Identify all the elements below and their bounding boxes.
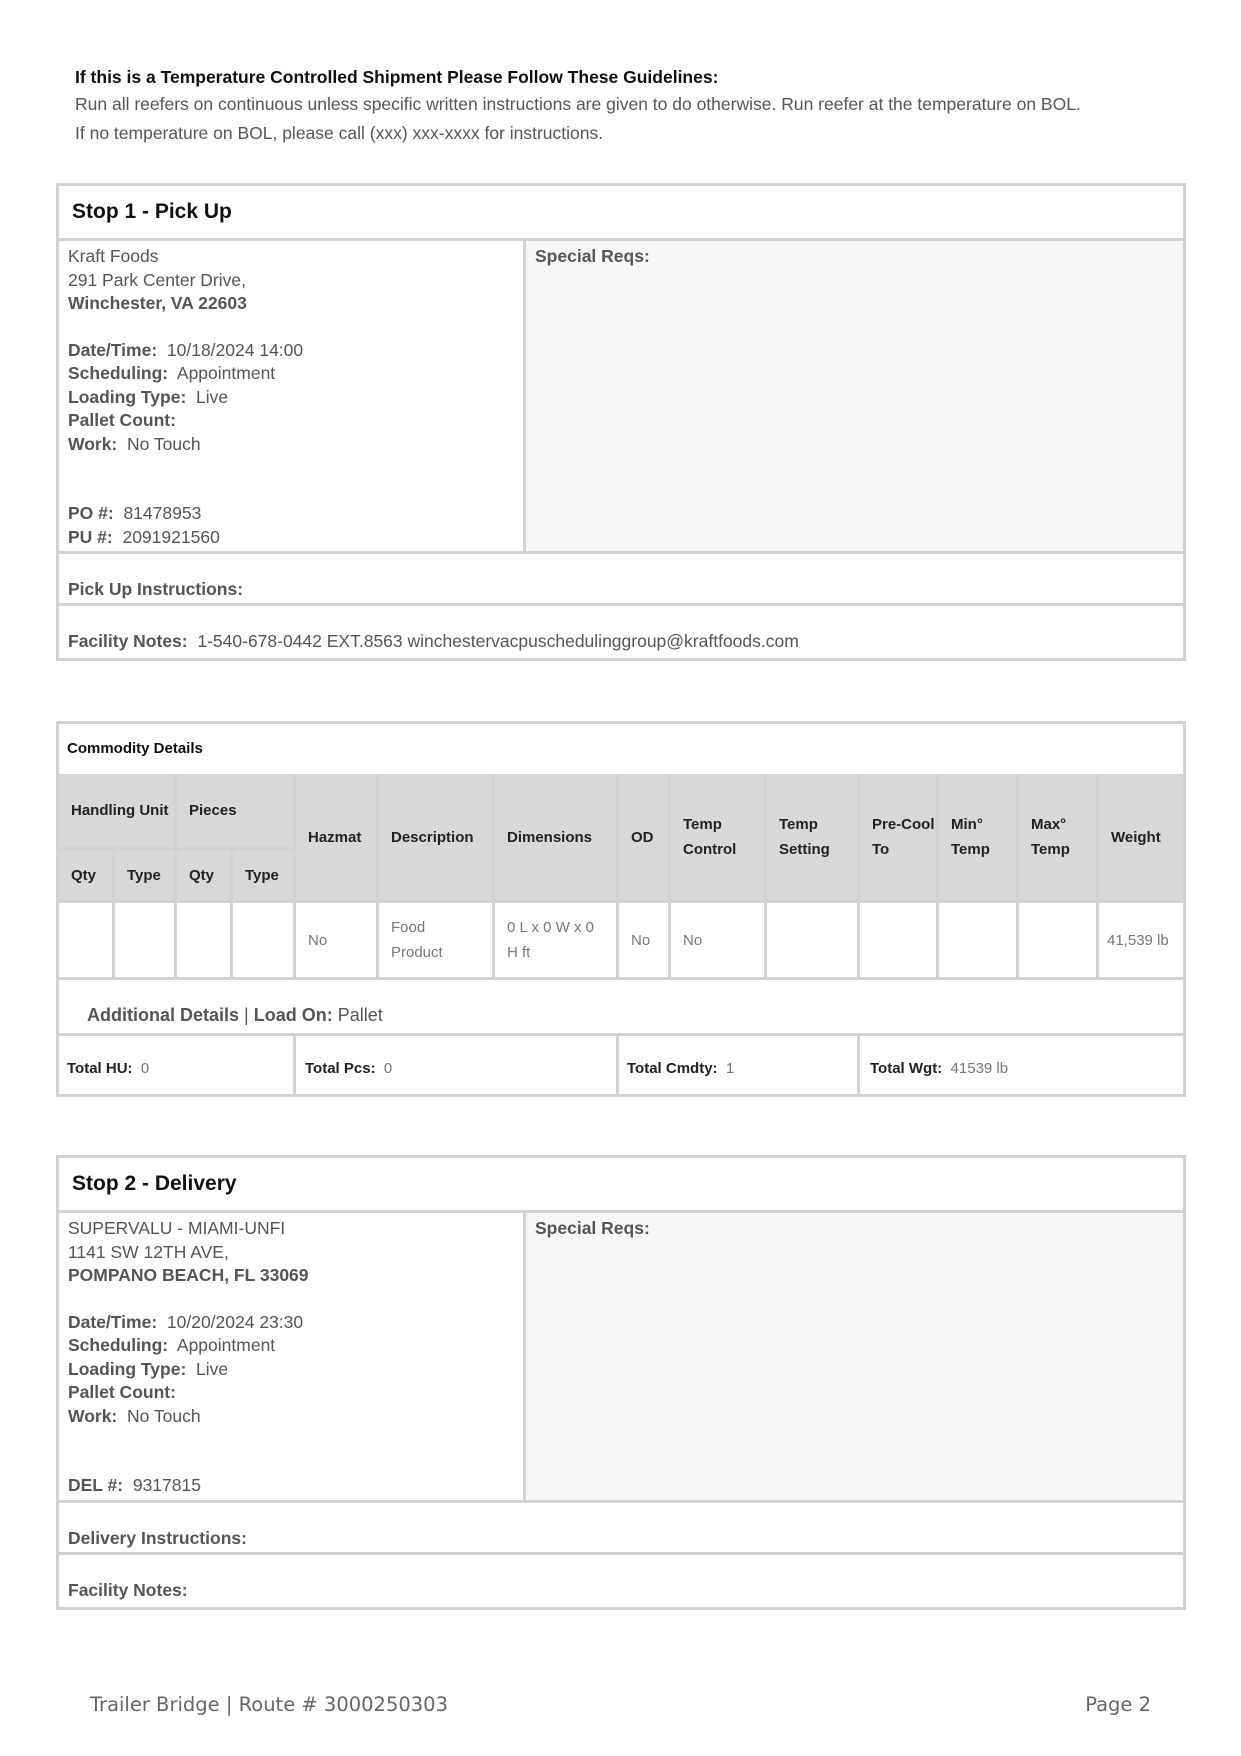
stop-2-scheduling-value: Appointment xyxy=(176,1335,276,1355)
grid-line xyxy=(1016,774,1019,977)
stop-1-pu-label: PU #: xyxy=(68,526,113,547)
stop-1-datetime-value: 10/18/2024 14:00 xyxy=(166,339,304,360)
total-pcs-label: Total Pcs: xyxy=(305,1060,376,1077)
stop-1-po-value: 81478953 xyxy=(123,503,202,523)
stop-2-work-value: No Touch xyxy=(127,1405,201,1426)
stop-1-facility-label: Facility Notes: xyxy=(68,631,188,651)
stop-1-pallet-label: Pallet Count: xyxy=(68,410,176,430)
stop-2-scheduling-label: Scheduling: xyxy=(68,1335,169,1355)
cell-precool xyxy=(860,903,936,977)
grid-line xyxy=(616,1036,619,1094)
stop-2-company: SUPERVALU - MIAMI-UNFI xyxy=(68,1218,286,1238)
footer-route: Trailer Bridge | Route # 3000250303 xyxy=(90,1693,448,1716)
stop-2-address: 1141 SW 12TH AVE, xyxy=(68,1241,229,1262)
stop-1-header: Stop 1 - Pick Up xyxy=(59,186,1183,241)
grid-line xyxy=(857,774,860,977)
stop-2-special-reqs-label: Special Reqs: xyxy=(535,1218,650,1238)
col-max-temp: Max° Temp xyxy=(1019,774,1096,900)
stop-2-loading-value: Live xyxy=(196,1358,229,1379)
commodity-title: Commodity Details xyxy=(59,724,1183,777)
col-handling-unit: Handling Unit xyxy=(59,774,174,847)
grid-line xyxy=(1096,774,1099,977)
cell-temp-control: No xyxy=(683,931,703,949)
stop-2-pallet-label: Pallet Count: xyxy=(68,1382,176,1402)
total-weight xyxy=(870,1057,1008,1081)
cell-pcs-type xyxy=(233,903,293,977)
grid-line xyxy=(293,774,296,977)
stop-2-work-label: Work: xyxy=(68,1405,118,1426)
additional-bottom-line xyxy=(59,1033,1183,1036)
grid-line xyxy=(230,847,233,977)
grid-line xyxy=(112,847,115,977)
stop-2-del-value: 9317815 xyxy=(132,1475,201,1495)
col-pcs-type: Type xyxy=(233,850,293,900)
stop-2-del-label: DEL #: xyxy=(68,1475,124,1495)
stop-1-pickup-instructions: Pick Up Instructions: xyxy=(59,554,1183,606)
cell-weight: 41,539 lb xyxy=(1107,931,1169,949)
col-hu-qty: Qty xyxy=(59,850,112,900)
load-on-label: Load On: xyxy=(253,1005,333,1025)
grid-line xyxy=(764,774,767,977)
stop-1-work-label: Work: xyxy=(68,433,118,454)
col-temp-setting: Temp Setting xyxy=(767,774,857,900)
stop-1-pu-value: 2091921560 xyxy=(122,526,220,547)
col-hazmat: Hazmat xyxy=(296,774,376,900)
stop-1-loading-label: Loading Type: xyxy=(68,386,187,407)
col-precool: Pre-Cool To xyxy=(860,774,936,900)
col-od: OD xyxy=(619,774,668,900)
stop-1-special-reqs-label: Special Reqs: xyxy=(535,246,650,266)
grid-line xyxy=(174,774,177,977)
cell-hu-qty xyxy=(59,903,112,977)
stop-2-loading-label: Loading Type: xyxy=(68,1358,187,1379)
stop-2-datetime-label: Date/Time: xyxy=(68,1311,158,1332)
stop-1-city: Winchester, VA 22603 xyxy=(68,293,247,313)
cell-od: No xyxy=(631,931,651,949)
cell-hazmat: No xyxy=(308,931,328,949)
stop-1-scheduling-value: Appointment xyxy=(176,363,276,383)
grid-line xyxy=(936,774,939,977)
stop-2-special-reqs xyxy=(526,1213,1183,1500)
stop-1-work-value: No Touch xyxy=(127,433,201,454)
col-pcs-qty: Qty xyxy=(177,850,230,900)
total-hu xyxy=(67,1057,149,1081)
stop-1-loading-value: Live xyxy=(196,386,229,407)
total-cmdty-label: Total Cmdty: xyxy=(627,1060,718,1077)
commodity-details-table xyxy=(56,721,1186,1097)
total-wgt-value: 41539 lb xyxy=(950,1060,1009,1077)
col-weight: Weight xyxy=(1099,774,1183,900)
grid-line xyxy=(616,774,619,977)
grid-line xyxy=(668,774,671,977)
stop-2-details xyxy=(59,1213,526,1500)
stop-2-city: POMPANO BEACH, FL 33069 xyxy=(68,1265,309,1285)
col-description: Description xyxy=(379,774,492,900)
total-pcs-value: 0 xyxy=(383,1060,393,1077)
guidelines-title: If this is a Temperature Controlled Shipment Please Follow These Guidelines: xyxy=(75,67,719,87)
stop-1-pickup-section xyxy=(56,183,1186,661)
col-pieces: Pieces xyxy=(177,774,293,847)
cell-max-temp xyxy=(1019,903,1096,977)
stop-1-facility-value: 1-540-678-0442 EXT.8563 winchestervacpuschedulinggroup@kraftfoods.com xyxy=(197,631,799,651)
stop-1-company: Kraft Foods xyxy=(68,246,159,266)
stop-1-facility-notes xyxy=(59,606,1183,658)
col-min-temp: Min° Temp xyxy=(939,774,1016,900)
footer-page-number: Page 2 xyxy=(1085,1693,1151,1716)
stop-1-scheduling-label: Scheduling: xyxy=(68,363,169,383)
stop-2-delivery-section xyxy=(56,1155,1186,1610)
total-wgt-label: Total Wgt: xyxy=(870,1060,943,1077)
cell-pcs-qty xyxy=(177,903,230,977)
row-bottom-line xyxy=(59,977,1183,980)
col-temp-control: Temp Control xyxy=(671,774,764,900)
stop-2-datetime-value: 10/20/2024 23:30 xyxy=(166,1311,304,1332)
total-cmdty xyxy=(627,1057,734,1081)
stop-2-delivery-instructions: Delivery Instructions: xyxy=(59,1503,1183,1555)
grid-line xyxy=(492,774,495,977)
total-hu-label: Total HU: xyxy=(67,1060,133,1077)
col-dimensions: Dimensions xyxy=(495,774,616,900)
additional-details-label: Additional Details xyxy=(87,1005,240,1025)
stop-2-facility-notes: Facility Notes: xyxy=(68,1580,188,1600)
stop-2-header: Stop 2 - Delivery xyxy=(59,1158,1183,1213)
stop-1-po-label: PO #: xyxy=(68,503,114,523)
guidelines-line-2: If no temperature on BOL, please call (xxx) xxx-xxxx for instructions. xyxy=(75,123,604,143)
cell-hu-type xyxy=(115,903,174,977)
cell-temp-setting xyxy=(767,903,857,977)
grid-line xyxy=(857,1036,860,1094)
stop-1-details xyxy=(59,241,526,551)
total-cmdty-value: 1 xyxy=(725,1060,735,1077)
cell-dimensions: 0 L x 0 W x 0 H ft xyxy=(507,919,594,961)
guidelines-line-1: Run all reefers on continuous unless specific written instructions are given to do otherwise. Run reefer at the temperature on BOL. xyxy=(75,94,1081,114)
stop-1-special-reqs xyxy=(526,241,1183,551)
stop-1-datetime-label: Date/Time: xyxy=(68,339,158,360)
total-hu-value: 0 xyxy=(140,1060,150,1077)
stop-1-address: 291 Park Center Drive, xyxy=(68,269,246,290)
additional-details: Additional Details | Load On: Pallet xyxy=(87,1005,383,1025)
col-hu-type: Type xyxy=(115,850,174,900)
grid-line xyxy=(293,1036,296,1094)
cell-description: Food Product xyxy=(391,919,443,961)
load-on-value: Pallet xyxy=(337,1005,383,1025)
grid-line xyxy=(376,774,379,977)
cell-min-temp xyxy=(939,903,1016,977)
temperature-guidelines xyxy=(75,64,1195,148)
total-pcs xyxy=(305,1057,392,1081)
